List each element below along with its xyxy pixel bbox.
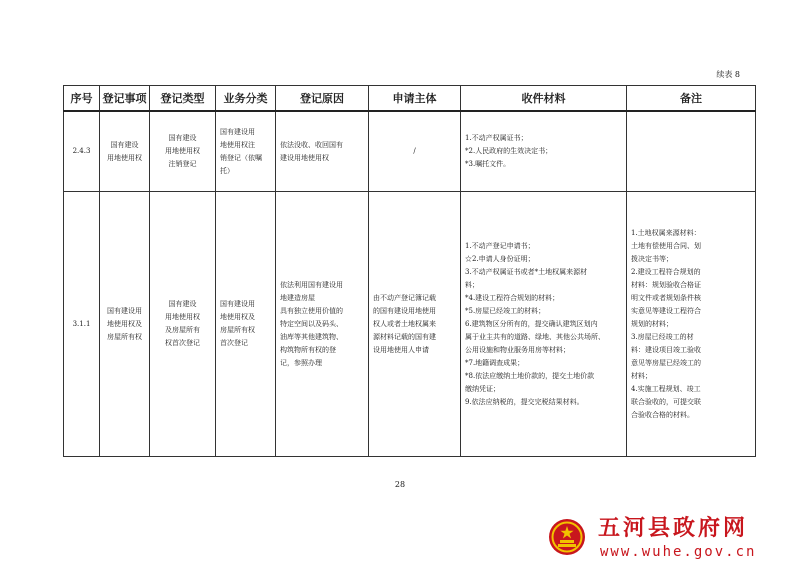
cell-line: *5.房屋已经竣工的材料； [465, 306, 546, 315]
cell-line: 构筑物所有权的登 [280, 345, 336, 354]
cell-materials [461, 111, 627, 192]
cell-line: 地建造房屋 [280, 293, 315, 302]
column-header: 登记类型 [150, 86, 216, 112]
cell-line: 国有建设用 [220, 300, 255, 308]
cell-line: 的国有建设用地使用 [373, 306, 436, 315]
cell-line: 合验收合格的材料。 [631, 410, 694, 419]
cell-line: 依法没收、收回国有 [280, 140, 343, 149]
cell-line: 地使用权注 [220, 140, 255, 149]
cell-line: 国有建设 [110, 140, 139, 149]
site-name: 五河县政府网 [598, 516, 749, 541]
cell-line: *8.依法应缴纳土地价款的，提交土地价款 [465, 371, 595, 380]
cell-line: 销登记（依嘱 [220, 153, 262, 162]
cell-line: 首次登记 [220, 339, 248, 347]
cell-line: 缴纳凭证； [465, 384, 500, 393]
cell-line: 用地使用权 [165, 147, 200, 155]
cell-line: 设用地使用人申请 [373, 345, 429, 354]
cell-type [150, 192, 216, 457]
cell-reason [276, 111, 369, 192]
cell-applicant [369, 111, 461, 192]
cell-type [150, 111, 216, 192]
cell-remarks [627, 192, 756, 457]
cell-line: 1.不动产登记申请书； [465, 241, 535, 250]
cell-line: 记，参照办理 [280, 358, 322, 367]
column-header: 申请主体 [369, 86, 461, 112]
cell-line: 土地有偿使用合同、划 [631, 241, 701, 250]
cell-line: 权人或者土地权属来 [373, 319, 436, 328]
cell-line: 依法利用国有建设用 [280, 280, 343, 289]
site-url: www.wuhe.gov.cn [600, 544, 757, 560]
cell-line: 9.依法应纳税的，提交完税结果材料。 [465, 397, 584, 406]
cell-line: 3.房屋已经竣工的材 [631, 332, 694, 341]
cell-line: 国有建设用 [107, 306, 142, 315]
cell-line: 国有建设 [168, 134, 197, 142]
cell-reason [276, 192, 369, 457]
cell-line: 特定空间以及码头、 [280, 319, 343, 328]
table-header-row [64, 86, 756, 112]
cell-line: 及房屋所有 [165, 326, 200, 334]
cell-no: 3.1.1 [64, 192, 100, 457]
column-header: 登记原因 [276, 86, 369, 112]
cell-line: 联合验收的，可提交联 [631, 397, 701, 406]
cell-line: 权首次登记 [165, 339, 200, 347]
cell-line: 地使用权及 [220, 313, 255, 321]
cell-line: 料：建设项目竣工验收 [631, 345, 701, 354]
cell-line: 公用设施和物业服务用房等材料； [465, 345, 570, 354]
column-header: 业务分类 [216, 86, 276, 112]
cell-line: *4.建设工程符合规划的材料； [465, 293, 560, 302]
cell-line: *3.嘱托文件。 [465, 160, 511, 168]
cell-line: 规划的材料； [631, 319, 673, 328]
cell-line: 由不动产登记簿记载 [373, 293, 436, 302]
table-row [64, 111, 756, 192]
cell-line: ☆2.申请人身份证明； [465, 254, 535, 263]
page-number: 28 [394, 480, 406, 489]
cell-materials [461, 192, 627, 457]
cell-line: 注销登记 [168, 160, 197, 168]
cell-item [100, 192, 150, 457]
cell-line: *2.人民政府的生效决定书； [465, 147, 553, 155]
cell-line: 6.建筑物区分所有的，提交确认建筑区划内 [465, 319, 598, 328]
cell-line: 3.不动产权属证书或者*土地权属来源材 [465, 267, 588, 276]
cell-line: 料； [465, 280, 479, 289]
cell-line: 托） [220, 166, 234, 175]
site-watermark[interactable] [544, 502, 789, 562]
cell-line: 用地使用权 [107, 153, 142, 162]
continued-table-label: 续表 8 [716, 70, 740, 79]
cell-line: 实意见等建设工程符合 [631, 306, 701, 315]
cell-category [216, 111, 276, 192]
cell-line: / [413, 147, 416, 155]
cell-line: 房屋所有权 [220, 326, 255, 334]
cell-line: 4.实施工程规划、竣工 [631, 384, 701, 393]
registration-table [63, 85, 756, 457]
table-row [64, 192, 756, 457]
cell-line: 材料； [631, 371, 652, 380]
cell-line: 源材料记载的国有建 [373, 332, 436, 341]
cell-line: 属于业主共有的道路、绿地、其他公共场所、 [465, 332, 605, 341]
cell-line: 明文件或者规划条件核 [631, 293, 701, 302]
cell-applicant [369, 192, 461, 457]
cell-line: 拨决定书等； [631, 254, 673, 263]
cell-line: 具有独立使用价值的 [280, 306, 343, 315]
cell-remarks [627, 111, 756, 192]
cell-item [100, 111, 150, 192]
column-header: 序号 [64, 86, 100, 112]
cell-line: 房屋所有权 [107, 332, 142, 341]
cell-line: 国有建设用 [220, 127, 255, 136]
cell-line: 1.土地权属来源材料： [631, 228, 701, 237]
cell-line: 2.建设工程符合规划的 [631, 267, 701, 276]
cell-line: 油库等其他建筑物、 [280, 332, 343, 341]
cell-line: 材料：规划验收合格证 [631, 280, 701, 289]
column-header: 登记事项 [100, 86, 150, 112]
cell-line: 意见等房屋已经竣工的 [631, 358, 701, 367]
column-header: 备注 [627, 86, 756, 112]
cell-line: 用地使用权 [165, 313, 200, 321]
cell-category [216, 192, 276, 457]
column-header: 收件材料 [461, 86, 627, 112]
cell-line: 建设用地使用权 [280, 153, 329, 162]
cell-line: 地使用权及 [107, 319, 142, 328]
cell-no: 2.4.3 [64, 111, 100, 192]
cell-line: *7.地籍调查成果； [465, 358, 525, 367]
cell-line: 1.不动产权属证书； [465, 134, 528, 142]
national-emblem-icon [548, 518, 586, 556]
cell-line: 国有建设 [168, 300, 197, 308]
